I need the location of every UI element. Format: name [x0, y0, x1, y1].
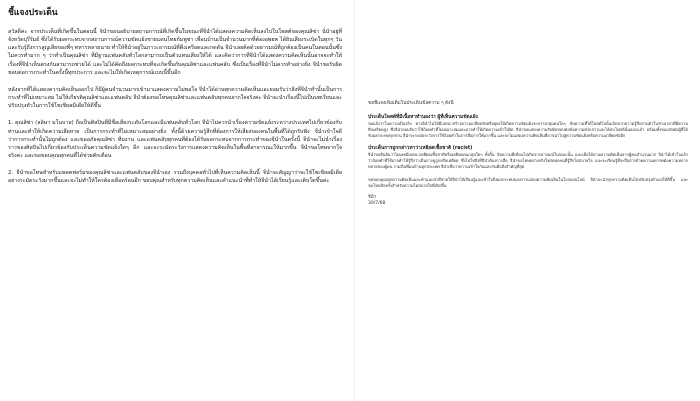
- section-title-hate: ประเด็นโพสต์ที่มีเนื้อหาทำนองว่า ผู้ที่เห็นความขัดแย้ง: [368, 115, 478, 120]
- paragraph-response: หลังจากที่ได้แสดงความคิดเห็นออกไป ก็มีผู้คนจำนวนมากเข้ามาแสดงความไม่พอใจ จีนำได้อ่านทุกความคิดเห็นและยอมรับว่าสิ่งที่จีนำทำนั้นเป็นการกระทำที่ไม่เหมาะสม ไม่ให้เกียรติคุณลิซ่าและแฟนคลับ จีนำต้องขอโทษคุณลิซ่าและแฟนคลับทุกคนจากใจจริงค่ะ จีนำจะนำเรื่องนี้ไปเป็นบทเรียนและปรับปรุงตัวในการใช้โซเชียลมีเดียให้ดีขึ้น: [8, 86, 342, 110]
- section-body-racist: จีนำขอยืนยันว่าไม่เคยมีเจตนาเหยียดเชื้อชาติหรือเหยียดคนกลุ่มใดๆ ทั้งสิ้น ข้อความที่เขียนไปเกิดจากอารมณ์ในขณะนั้น และเมื่อได้อ่านความคิดเห็นจากผู้คนจำนวนมาก จีนำได้เข้าใจแล้วว่าถ้อยคำที่ใช้อาจทำให้รู้สึกว่าเป็นการดูถูกหรือเหยียด ซึ่งไม่ใช่สิ่งที่จีนำต้องการสื่อ จีนำขอโทษอย่างจริงใจต่อทุกคนที่รู้สึกไม่สบายใจ และจะเรียนรู้ที่จะสื่อสารด้วยความเคารพต่อความหลากหลายของผู้คน รวมถึงเพื่อนบ้านทุกประเทศ จีนำเชื่อว่าความเข้าใจกันและกันคือสิ่งสำคัญที่สุด: [368, 152, 688, 170]
- statement-page-right: [368, 100, 688, 400]
- paragraph-intro: สวัสดีค่ะ จากประเด็นที่เกิดขึ้นในตอนนี้ จินำขอนอธิบายสถานการณ์ที่เกิดขึ้นในขณะที่จีนำได้แสดงความคิดเห็นลงไปในโพสต์ของคุณสิซ่า นั่นำอยู่ที่จังหวัดบุรีรัมย์ ซึ่งได้รับผลกระทบจากสถานการณ์ความขัดแย้งชายแดนไทยกัมพูชา เพื่อนบ้านเป็นจำนวนมากที่ต้องอพยพ ได้ยินเสียงระเบิดในทุกๆ วัน และรับรู้ถึงการสูญเสียของพี่ๆ ทหารหลายนาย ทำให้จีนำอยู่ในภาวะอารมณ์ที่ตึงเครียดและกดดัน จีนำเลยคิดด้วยอารมณ์ที่ถูกต้องเป็นคนในตอนนั้นซึ่งไม่ควรทำมาก ๆ ว่าทำเป็นคุณลิซ่า ที่มีฐานแฟนคลับทั่วโลกสามารถเป็นตัวแทนเสียงให้ได้ และคิดว่าการที่จีนำได้แสดงความคิดเห็นนั้นอาจจะทำให้เรื่องที่จีนำเห็นตรงกันสามารถช่วยได้ และไม่ได้คิดถึงผลกระทบที่จะเกิดขึ้นกับคุณลิซ่าและแฟนคลับ ซึ่งเป็นเรื่องที่จีนำไม่ควรทำอย่างยิ่ง จีนำขอรับผิดชอบต่อการกระทำในครั้งนี้ทุกประการ และจะไม่ให้เกิดเหตุการณ์แบบนี้ขึ้นอีก: [8, 29, 342, 76]
- signature: จีนำ: [368, 194, 377, 200]
- page-divider: [354, 0, 355, 401]
- paragraph-point-2: 2. จีนำขอโทษสำหรับแพลตฟอร์มของคุณลิซ่าและแฟนคลับของจีนำเอง รวมถึงบุคคลทั่วไปที่เห็นความคิดเห็นนี้ จีนำจะสัญญาว่าจะใช้โซเชียลมีเดียอย่างระมัดระวังมากขึ้นและจะไม่ทำให้ใครต้องเดือดร้อนอีก ขอบคุณสำหรับทุกความคิดเห็นและคำแนะนำที่ทำให้จีนำได้เรียนรู้และเติบโตขึ้นค่ะ: [8, 170, 342, 185]
- page-title: ชี้แจงประเด็น: [8, 8, 58, 18]
- closing-paragraph: ขอขอบคุณทุกความคิดเห็นและคำแนะนำที่ช่วยให้จีนำได้เรียนรู้และเข้าใจถึงผลกระทบของการแสดงความคิดเห็นในโลกออนไลน์ จีนำจะนำทุกความคิดเห็นไปปรับปรุงตัวเองให้ดีขึ้น และขอโทษอีกครั้งสำหรับความไม่สบายใจที่เกิดขึ้น: [368, 176, 688, 188]
- paragraph-point-1: 1. คุณลิซ่า (ลลิษา มโนบาล) ถือเป็นศิลปินที่มีชื่อเสียงระดับโลกและมีแฟนคลับทั่วโลก จีนำไม่ควรนำเรื่องความขัดแย้งระหว่างประเทศไปเกี่ยวข้องกับท่านและทำให้เกิดความเสียหาย เป็นการกระทำที่ไม่เหมาะสมอย่างยิ่ง ทั้งนี้ด้วยความรู้สึกที่ต้องการให้เสียงของคนในพื้นที่ได้ถูกรับฟัง จีนำเข้าใจดีว่าการกระทำนั้นไม่ถูกต้อง และขออภัยคุณลิซ่า ทีมงาน และแฟนคลับทุกคนที่ต้องได้รับผลกระทบจากการกระทำของจีนำในครั้งนี้ จีนำจะไม่นำเรื่องราวของศิลปินไปเกี่ยวข้องกับประเด็นความขัดแย้งใดๆ อีก และจะระมัดระวังการแสดงความคิดเห็นในพื้นที่สาธารณะให้มากขึ้น จีนำขอโทษจากใจจริงค่ะ และขอขอบคุณทุกคนที่ได้ช่วยตักเตือน: [8, 120, 342, 160]
- right-header: ขอชี้แจงเพิ่มเติมในประเด็นข้อความ ๆ ดังนี้: [368, 101, 454, 106]
- section-title-racist: ประเด็นการถูกกล่าวหาว่าเหยียดเชื้อชาติ (racist): [368, 146, 473, 152]
- section-body-hate: ขอแจ้งว่าในความเป็นจริง ทางจีนำไม่ได้มีเจตนาสร้างความเกลียดชังหรือยุยงให้เกิดความขัดแย้งระหว่างกลุ่มคนใดๆ ข้อความที่ได้โพสต์ไปนั้นเกิดจากความรู้สึกส่วนตัวในช่วงเวลาที่มีความตึงเครียดสูง ซึ่งจีนำยอมรับว่าใช้ถ้อยคำที่ไม่เหมาะสมและอาจทำให้เกิดความเข้าใจผิด จีนำขอแสดงความรับผิดชอบต่อข้อความดังกล่าวและได้ลบโพสต์นั้นออกแล้ว พร้อมทั้งขออภัยต่อผู้ที่ได้รับผลกระทบทุกท่าน จีนำจะระมัดระวังการใช้ถ้อยคำในการสื่อสารให้มากขึ้น และจะไม่แสดงความคิดเห็นที่อาจนำไปสู่ความขัดแย้งหรือความเกลียดชังอีก: [368, 121, 688, 139]
- date: 30/7/68: [368, 201, 386, 207]
